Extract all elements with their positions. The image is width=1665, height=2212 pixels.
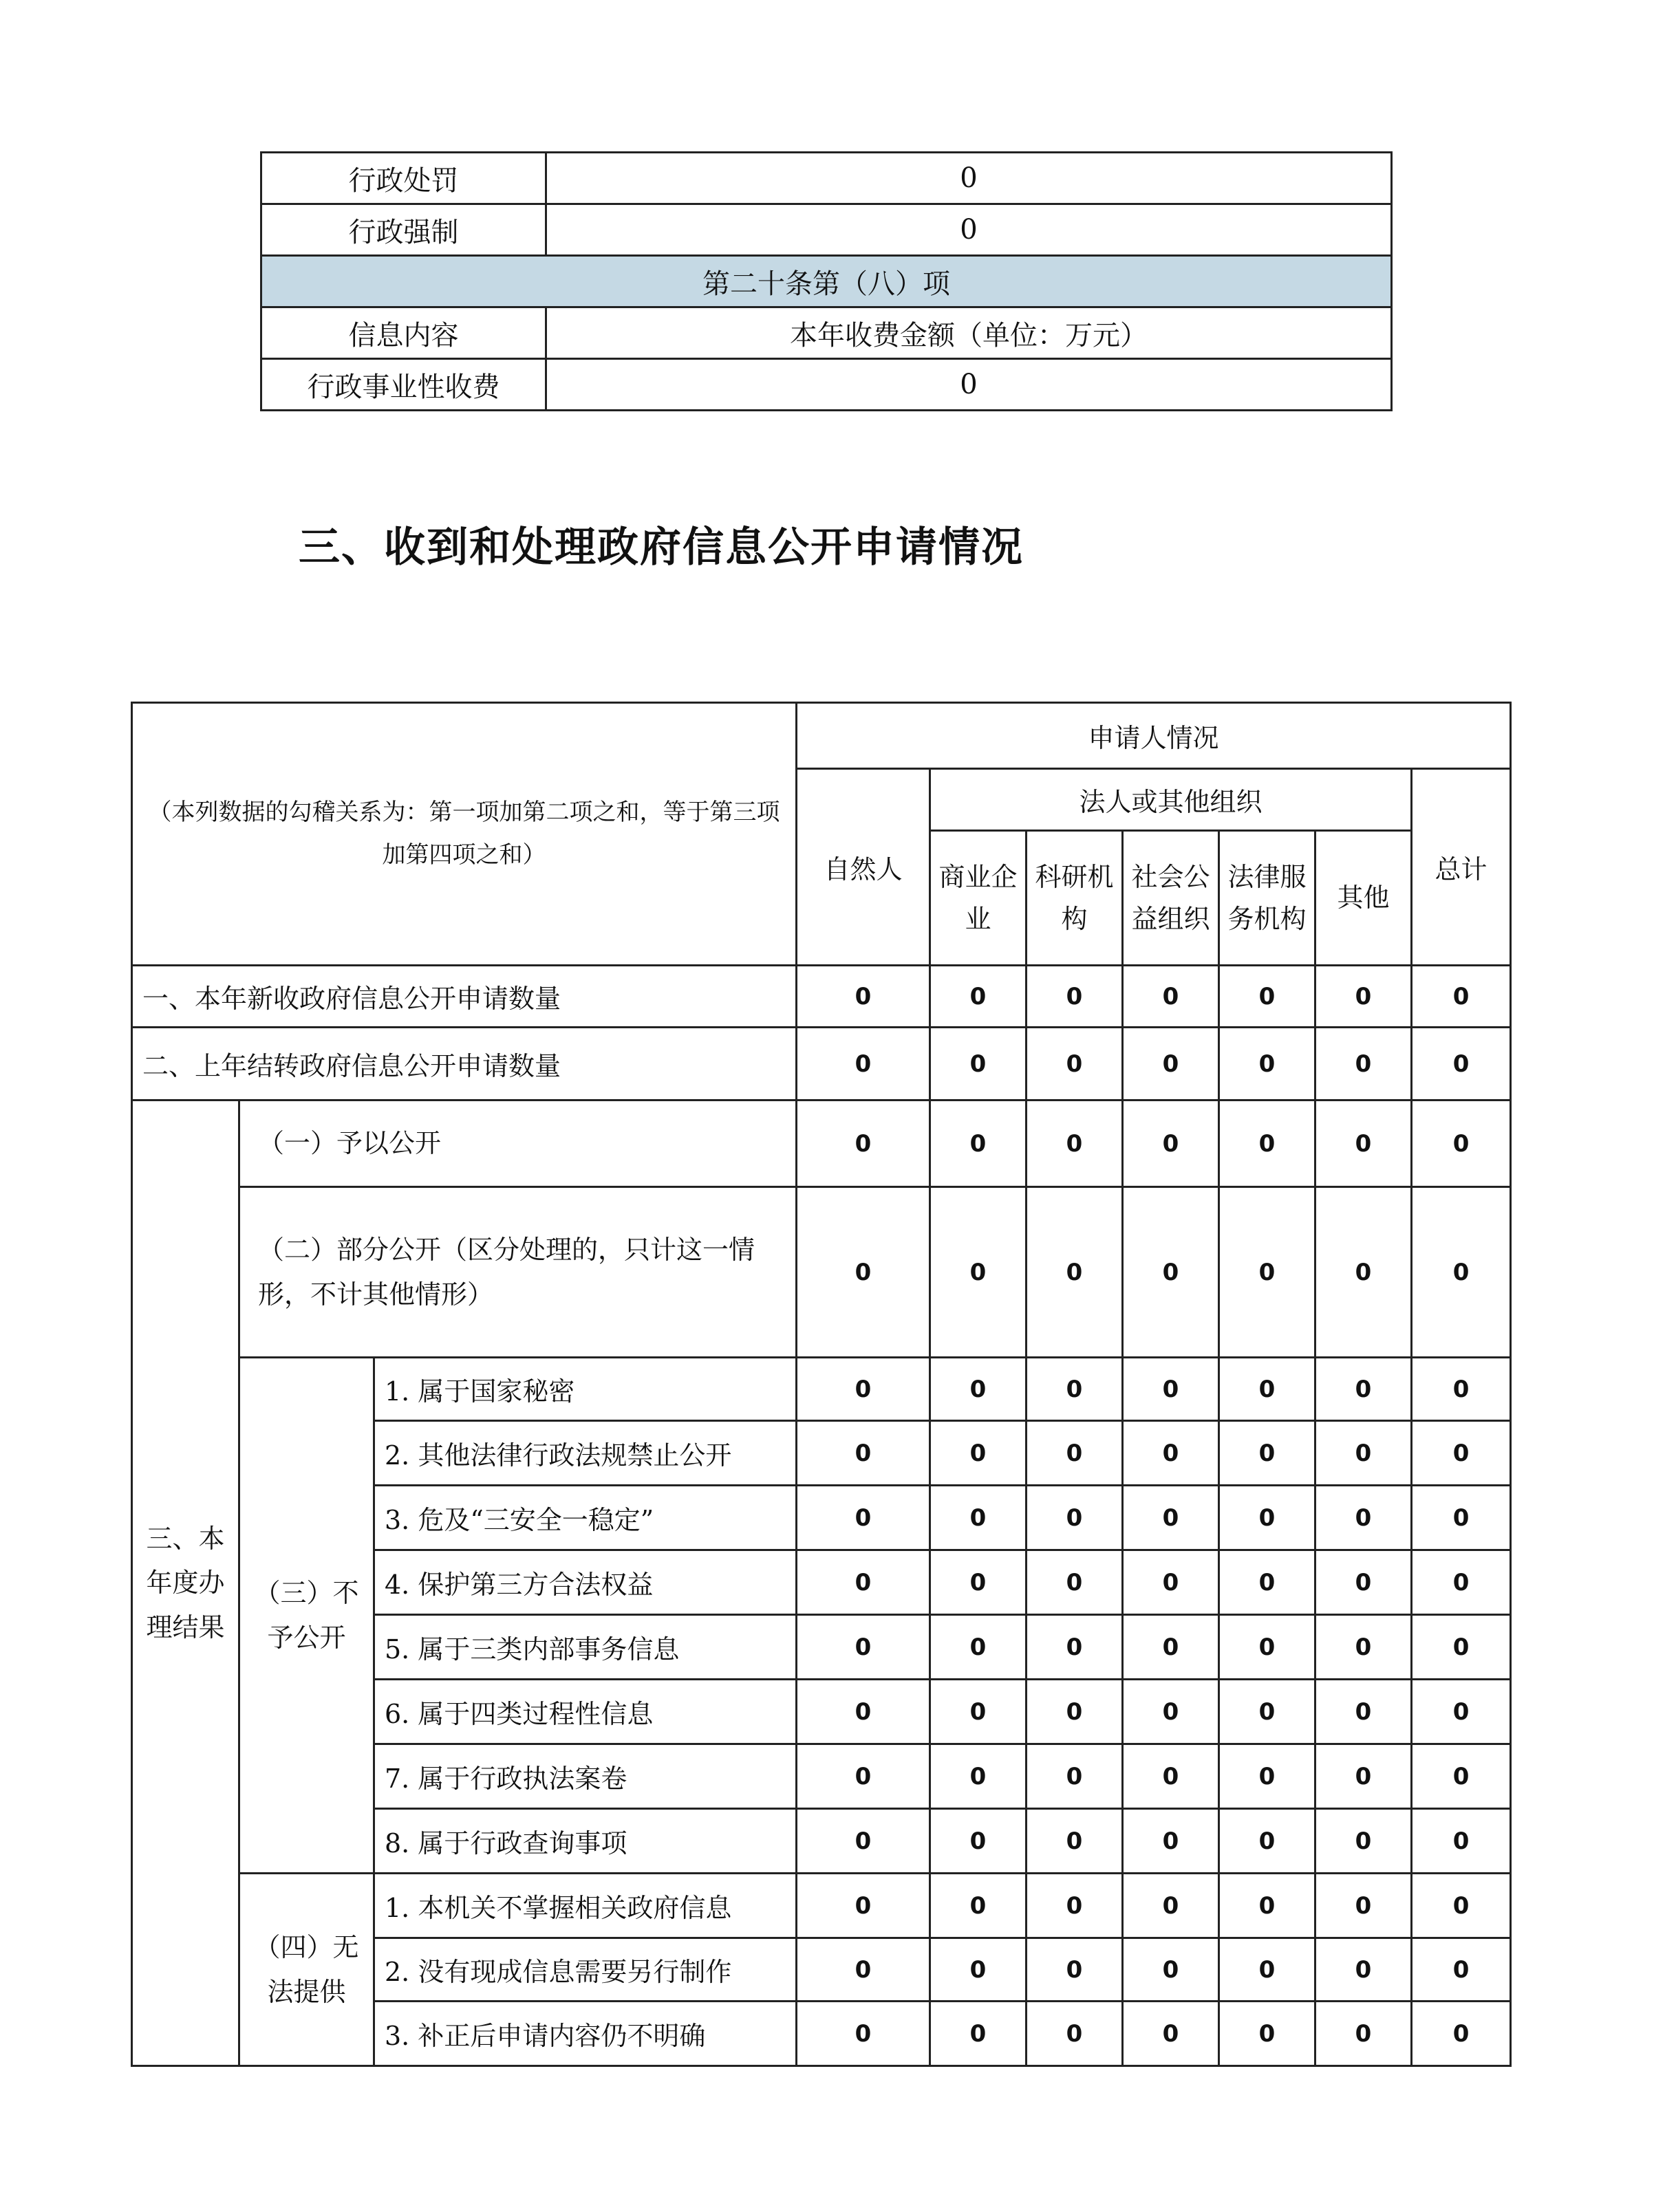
value-cell: 0 [1219, 1100, 1315, 1187]
row-label: 4. 保护第三方合法权益 [374, 1550, 797, 1615]
value-cell: 0 [1412, 1615, 1511, 1680]
value-cell: 0 [1219, 1938, 1315, 2002]
value-cell: 0 [797, 1486, 930, 1550]
value-cell: 0 [797, 1028, 930, 1100]
value-cell: 0 [1027, 1744, 1123, 1809]
row-label: 一、本年新收政府信息公开申请数量 [132, 966, 797, 1028]
row-label: 5. 属于三类内部事务信息 [374, 1615, 797, 1680]
value-cell: 0 [1123, 1809, 1219, 1874]
value-cell: 0 [797, 1938, 930, 2002]
row-label: 1. 本机关不掌握相关政府信息 [374, 1874, 797, 1938]
value-cell: 0 [930, 1938, 1027, 2002]
row-label: （二）部分公开（区分处理的，只计这一情形，不计其他情形） [239, 1187, 797, 1358]
value-cell: 0 [1315, 1421, 1412, 1486]
value-cell: 0 [1027, 2002, 1123, 2066]
table-row [132, 1358, 1511, 1421]
table-row [261, 359, 1392, 411]
value-cell: 0 [1027, 1615, 1123, 1680]
value-cell: 0 [1412, 1028, 1511, 1100]
value-cell: 0 [1027, 1809, 1123, 1874]
table-row [132, 966, 1511, 1028]
research-institution-header: 科研机构 [1027, 831, 1123, 966]
header-row [132, 703, 1511, 769]
other-org-header: 其他 [1315, 831, 1412, 966]
value-cell: 0 [1315, 1358, 1412, 1421]
value-cell: 0 [1412, 1809, 1511, 1874]
value-cell: 0 [1123, 1358, 1219, 1421]
value-cell: 0 [1412, 1680, 1511, 1744]
value-cell: 0 [930, 1028, 1027, 1100]
value-cell: 0 [797, 1874, 930, 1938]
value-cell: 0 [797, 1809, 930, 1874]
value-cell: 0 [1027, 966, 1123, 1028]
value-cell: 0 [797, 1358, 930, 1421]
value-cell: 0 [930, 1100, 1027, 1187]
row-label: 2. 其他法律行政法规禁止公开 [374, 1421, 797, 1486]
value-cell: 0 [1123, 1550, 1219, 1615]
table-row [261, 153, 1392, 204]
value-cell: 0 [1315, 1680, 1412, 1744]
value-cell: 0 [1412, 1874, 1511, 1938]
value-cell: 0 [930, 2002, 1027, 2066]
applicant-header: 申请人情况 [797, 703, 1511, 769]
legal-service-org-header: 法律服务机构 [1219, 831, 1315, 966]
value-cell: 0 [797, 1550, 930, 1615]
value-cell: 0 [1412, 1100, 1511, 1187]
value-cell: 0 [1315, 1938, 1412, 2002]
value-cell: 0 [1219, 1809, 1315, 1874]
value-cell: 0 [1412, 1486, 1511, 1550]
value-cell: 0 [930, 1744, 1027, 1809]
value-cell: 0 [1219, 1486, 1315, 1550]
value-cell: 0 [1123, 1028, 1219, 1100]
row-label: 6. 属于四类过程性信息 [374, 1680, 797, 1744]
header-label: 信息内容 [261, 307, 546, 359]
value-cell: 0 [1123, 1680, 1219, 1744]
row-label: 3. 补正后申请内容仍不明确 [374, 2002, 797, 2066]
table-row [132, 1028, 1511, 1100]
applications-table [131, 702, 1512, 2067]
public-welfare-org-header: 社会公益组织 [1123, 831, 1219, 966]
value-cell: 0 [1315, 2002, 1412, 2066]
value-cell: 0 [1027, 1938, 1123, 2002]
section-band-row [261, 256, 1392, 307]
value-cell: 0 [930, 966, 1027, 1028]
value-cell: 0 [1219, 1615, 1315, 1680]
value-cell: 0 [930, 1421, 1027, 1486]
row-label: 7. 属于行政执法案卷 [374, 1744, 797, 1809]
value-cell: 0 [1315, 966, 1412, 1028]
value-cell: 0 [1123, 1938, 1219, 2002]
value-cell: 0 [1315, 1028, 1412, 1100]
value-cell: 0 [1219, 1550, 1315, 1615]
value-cell: 0 [1412, 2002, 1511, 2066]
total-header: 总计 [1412, 769, 1511, 966]
value-cell: 0 [1027, 1486, 1123, 1550]
section-heading: 三、收到和处理政府信息公开申请情况 [299, 523, 1024, 572]
value-cell: 0 [1027, 1421, 1123, 1486]
row-value: 0 [546, 359, 1392, 411]
table-row [132, 1187, 1511, 1358]
value-cell: 0 [1123, 1744, 1219, 1809]
value-cell: 0 [1123, 1187, 1219, 1358]
value-cell: 0 [1219, 1358, 1315, 1421]
value-cell: 0 [930, 1187, 1027, 1358]
header-value: 本年收费金额（单位：万元） [546, 307, 1392, 359]
row-label: 行政强制 [261, 204, 546, 256]
value-cell: 0 [930, 1615, 1027, 1680]
value-cell: 0 [1219, 1028, 1315, 1100]
value-cell: 0 [930, 1358, 1027, 1421]
value-cell: 0 [797, 1680, 930, 1744]
value-cell: 0 [930, 1680, 1027, 1744]
value-cell: 0 [1219, 1680, 1315, 1744]
value-cell: 0 [1027, 1874, 1123, 1938]
value-cell: 0 [1123, 1874, 1219, 1938]
value-cell: 0 [797, 1187, 930, 1358]
value-cell: 0 [1123, 2002, 1219, 2066]
value-cell: 0 [797, 1615, 930, 1680]
table-row [261, 204, 1392, 256]
value-cell: 0 [1315, 1550, 1412, 1615]
value-cell: 0 [1219, 1744, 1315, 1809]
reconciliation-note: （本列数据的勾稽关系为：第一项加第二项之和，等于第三项加第四项之和） [132, 703, 797, 966]
value-cell: 0 [1027, 1187, 1123, 1358]
value-cell: 0 [1412, 1421, 1511, 1486]
row-value: 0 [546, 153, 1392, 204]
value-cell: 0 [1123, 966, 1219, 1028]
value-cell: 0 [797, 1421, 930, 1486]
row-value: 0 [546, 204, 1392, 256]
row-label: 2. 没有现成信息需要另行制作 [374, 1938, 797, 2002]
value-cell: 0 [1412, 1358, 1511, 1421]
value-cell: 0 [1123, 1421, 1219, 1486]
value-cell: 0 [930, 1486, 1027, 1550]
value-cell: 0 [1412, 1744, 1511, 1809]
table-header-row [261, 307, 1392, 359]
value-cell: 0 [1315, 1187, 1412, 1358]
table-row [132, 1874, 1511, 1938]
row-label: （一）予以公开 [239, 1100, 797, 1187]
value-cell: 0 [930, 1874, 1027, 1938]
value-cell: 0 [1412, 1550, 1511, 1615]
disclosure-summary-table [260, 151, 1393, 411]
value-cell: 0 [1123, 1615, 1219, 1680]
value-cell: 0 [797, 1744, 930, 1809]
value-cell: 0 [1123, 1486, 1219, 1550]
value-cell: 0 [1027, 1100, 1123, 1187]
value-cell: 0 [1027, 1358, 1123, 1421]
row-label: 1. 属于国家秘密 [374, 1358, 797, 1421]
value-cell: 0 [1219, 966, 1315, 1028]
value-cell: 0 [1315, 1874, 1412, 1938]
cannot-provide-label: （四）无法提供 [239, 1874, 374, 2066]
row-label: 8. 属于行政查询事项 [374, 1809, 797, 1874]
value-cell: 0 [1412, 1187, 1511, 1358]
row-label: 3. 危及“三安全一稳定” [374, 1486, 797, 1550]
section-band: 第二十条第（八）项 [261, 256, 1392, 307]
value-cell: 0 [1219, 1874, 1315, 1938]
value-cell: 0 [1219, 1187, 1315, 1358]
section3-label: 三、本年度办理结果 [132, 1100, 239, 2066]
value-cell: 0 [1027, 1680, 1123, 1744]
value-cell: 0 [1219, 1421, 1315, 1486]
row-label: 行政处罚 [261, 153, 546, 204]
legal-entity-header: 法人或其他组织 [930, 769, 1412, 831]
value-cell: 0 [1412, 1938, 1511, 2002]
table-row [132, 1100, 1511, 1187]
value-cell: 0 [1027, 1550, 1123, 1615]
not-open-label: （三）不予公开 [239, 1358, 374, 1874]
row-label: 二、上年结转政府信息公开申请数量 [132, 1028, 797, 1100]
value-cell: 0 [930, 1550, 1027, 1615]
row-label: 行政事业性收费 [261, 359, 546, 411]
value-cell: 0 [1315, 1615, 1412, 1680]
value-cell: 0 [1315, 1486, 1412, 1550]
value-cell: 0 [1027, 1028, 1123, 1100]
natural-person-header: 自然人 [797, 769, 930, 966]
value-cell: 0 [797, 966, 930, 1028]
value-cell: 0 [1315, 1100, 1412, 1187]
value-cell: 0 [1315, 1744, 1412, 1809]
value-cell: 0 [797, 2002, 930, 2066]
commercial-enterprise-header: 商业企业 [930, 831, 1027, 966]
value-cell: 0 [1219, 2002, 1315, 2066]
value-cell: 0 [1412, 966, 1511, 1028]
value-cell: 0 [1315, 1809, 1412, 1874]
value-cell: 0 [930, 1809, 1027, 1874]
value-cell: 0 [797, 1100, 930, 1187]
value-cell: 0 [1123, 1100, 1219, 1187]
